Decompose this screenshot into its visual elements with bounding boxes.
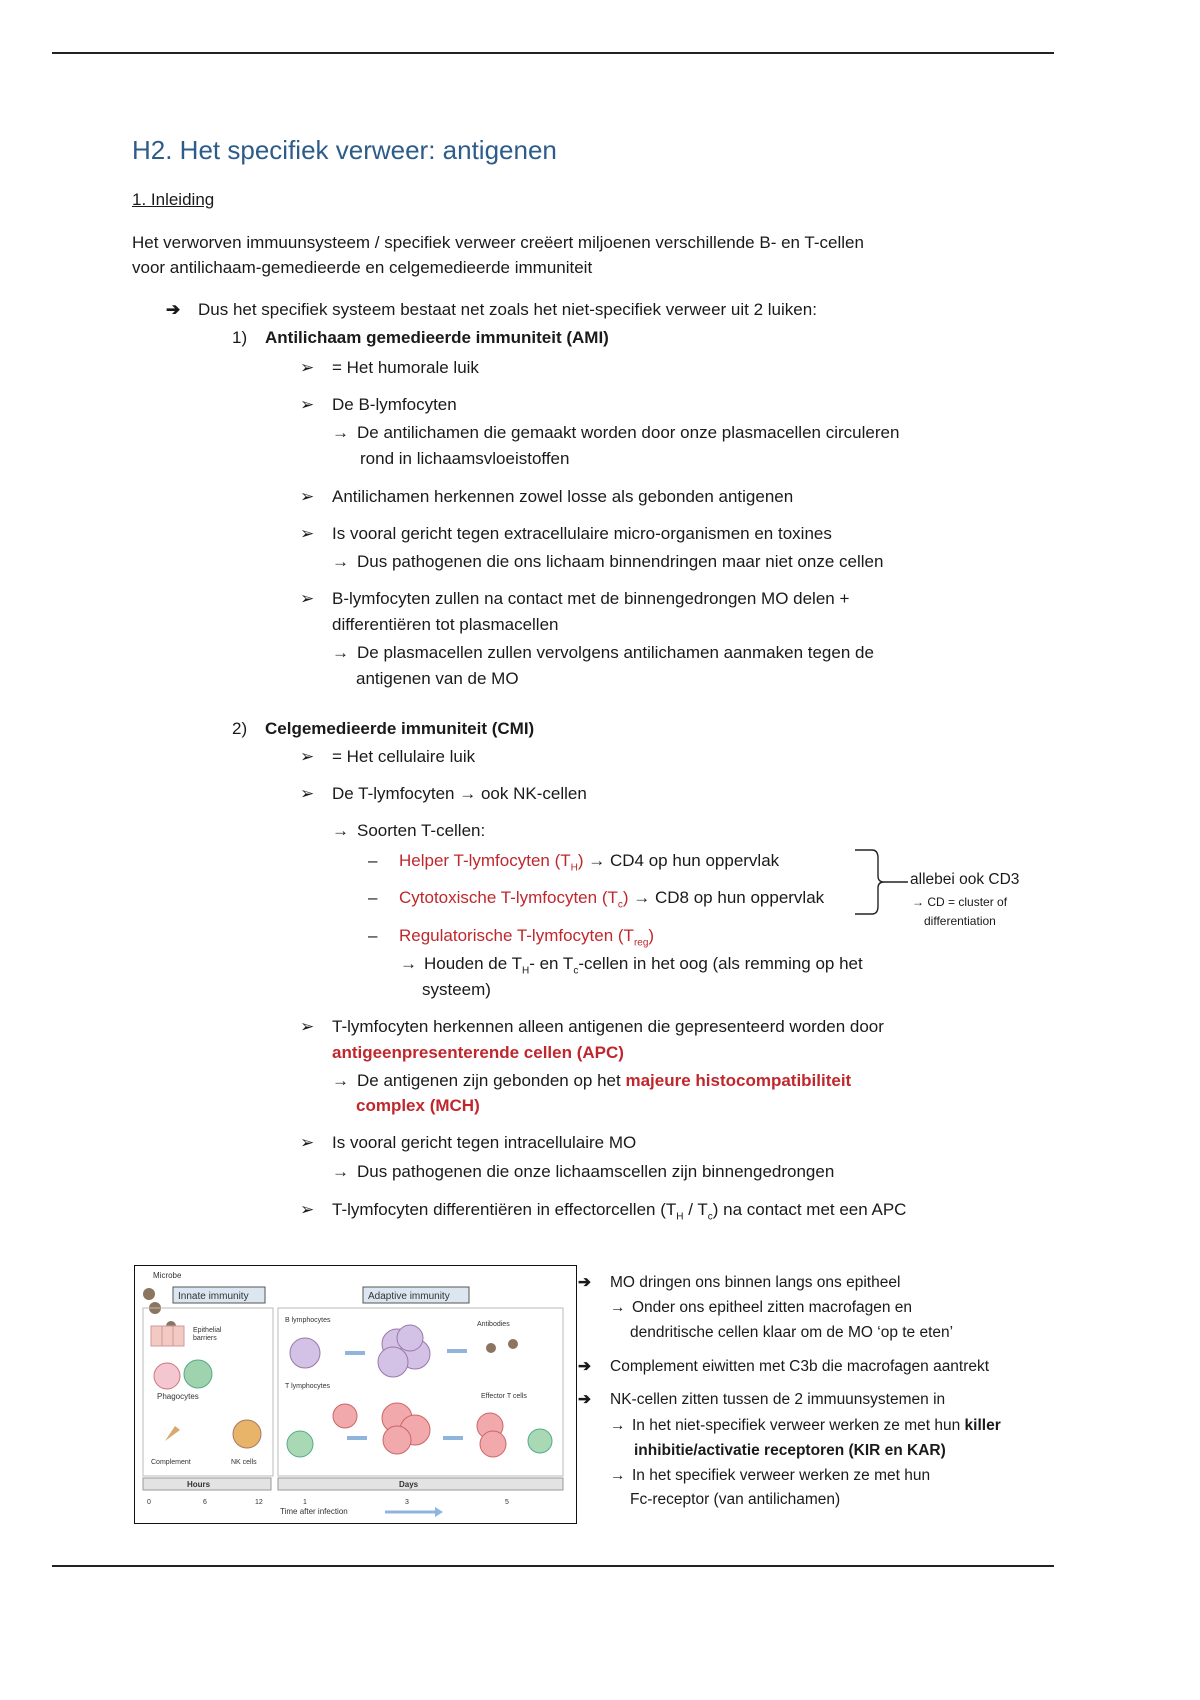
- arrow-icon: →: [332, 423, 349, 442]
- arrow-icon: →: [332, 552, 349, 571]
- brace-icon: [850, 848, 910, 916]
- dash-icon: –: [368, 926, 378, 945]
- list-item: Is vooral gericht tegen extracellulaire micro-organismen en toxines: [332, 524, 832, 543]
- list-item: De antilichamen die gemaakt worden door onze plasmacellen circuleren: [357, 423, 900, 442]
- fig-label: Time after infection: [280, 1507, 348, 1516]
- list-item: [332, 1199, 906, 1228]
- list-item: antigenen van de MO: [356, 669, 519, 688]
- list-item: B-lymfocyten zullen na contact met de binnengedrongen MO delen +: [332, 589, 850, 608]
- fig-label: Microbe: [153, 1271, 182, 1280]
- cmi-heading: Celgemedieerde immuniteit (CMI): [265, 719, 535, 738]
- list-item: = Het cellulaire luik: [332, 747, 476, 766]
- arrow-icon: →: [588, 851, 606, 870]
- intro-line: voor antilichaam-gemedieerde en celgemedieerde immuniteit: [132, 258, 593, 277]
- list-item: De T-lymfocyten → ook NK-cellen: [332, 784, 587, 803]
- tick-label: 0: [147, 1499, 151, 1506]
- list-item: Dus pathogenen die onze lichaamscellen zijn binnengedrongen: [357, 1162, 835, 1181]
- bullet-icon: ➢: [300, 589, 315, 608]
- bullet-icon: ➢: [300, 784, 315, 803]
- list-item: [357, 1070, 851, 1092]
- list-number: 2): [232, 719, 248, 738]
- helper-t-desc: CD4 op hun oppervlak: [610, 851, 780, 870]
- list-item: systeem): [422, 980, 491, 999]
- adaptive-label: Adaptive immunity: [368, 1291, 450, 1302]
- bullet-icon: ➢: [300, 487, 315, 506]
- list-item: [424, 953, 863, 982]
- arrow-icon: ➔: [578, 1358, 591, 1375]
- text: / T: [683, 1200, 708, 1219]
- text: -cellen in het oog (als remming op het: [578, 954, 863, 973]
- helper-t-label: Helper T-lymfocyten (T: [399, 851, 571, 870]
- arrow-icon: →: [332, 643, 349, 662]
- dash-icon: –: [368, 851, 378, 870]
- arrow-icon: ➔: [578, 1391, 591, 1408]
- bullet-icon: ➢: [300, 524, 315, 543]
- dash-icon: –: [368, 888, 378, 907]
- ami-heading: Antilichaam gemedieerde immuniteit (AMI): [265, 328, 609, 347]
- text: Houden de T: [424, 954, 522, 973]
- text: majeure histocompatibiliteit: [625, 1071, 852, 1090]
- arrow-icon: →: [610, 1417, 626, 1434]
- tick-label: 1: [303, 1499, 307, 1506]
- text: De antigenen zijn gebonden op het: [357, 1071, 626, 1090]
- tick-label: 5: [505, 1499, 509, 1506]
- fig-label: Effector T cells: [481, 1393, 527, 1400]
- side-note: Complement eiwitten met C3b die macrofagen aantrekt: [610, 1358, 990, 1375]
- cd-note: differentiation: [924, 914, 996, 928]
- intro-line: Het verworven immuunsysteem / specifiek verweer creëert miljoenen verschillende B- en T-cellen: [132, 233, 864, 252]
- innate-label: Innate immunity: [178, 1291, 249, 1302]
- section-heading: 1. Inleiding: [132, 190, 215, 209]
- arrow-icon: →: [332, 1162, 349, 1181]
- regulatory-t-label: Regulatorische T-lymfocyten (T: [399, 926, 634, 945]
- text: - en T: [529, 954, 574, 973]
- subscript: c: [707, 1211, 713, 1223]
- arrow-icon: →: [332, 821, 349, 840]
- text: T-lymfocyten differentiëren in effectorcellen (T: [332, 1200, 677, 1219]
- subscript: reg: [633, 937, 649, 949]
- subscript: H: [521, 965, 530, 977]
- bullet-icon: ➢: [300, 747, 315, 766]
- immunity-figure: [134, 1265, 577, 1524]
- cytotoxic-t-item: Cytotoxische T-lymfocyten $(T_c) \to CD8$ op hun oppervlak: [399, 888, 825, 911]
- helper-t-item: Helper T-lymfocyten $(T_H) \to CD4$ op hun oppervlak: [399, 851, 780, 874]
- side-note: NK-cellen zitten tussen de 2 immuunsystemen in: [610, 1391, 946, 1408]
- bullet-icon: ➢: [300, 358, 315, 377]
- fig-label: NK cells: [231, 1459, 257, 1466]
- list-item: Is vooral gericht tegen intracellulaire MO: [332, 1133, 637, 1152]
- text: CD = cluster of: [927, 895, 1008, 909]
- fig-label: Hours: [187, 1480, 211, 1489]
- list-item: rond in lichaamsvloeistoffen: [360, 449, 570, 468]
- fig-label: Phagocytes: [157, 1392, 199, 1401]
- subscript: H: [570, 862, 578, 874]
- bullet-icon: ➢: [300, 395, 315, 414]
- list-item: Soorten T-cellen:: [357, 821, 486, 840]
- list-item: differentiëren tot plasmacellen: [332, 615, 559, 634]
- arrow-icon: →: [332, 1071, 349, 1090]
- arrow-icon: →: [610, 1299, 626, 1316]
- arrow-icon: ➔: [578, 1274, 591, 1291]
- arrow-icon: ➔: [166, 300, 181, 319]
- cd-note: [912, 895, 1007, 909]
- list-item: antigeenpresenterende cellen (APC): [332, 1043, 624, 1062]
- arrow-icon: →: [912, 895, 924, 909]
- fig-label: B lymphocytes: [285, 1317, 331, 1324]
- side-note: dendritische cellen klaar om de MO ‘op te eten’: [630, 1324, 954, 1341]
- tick-label: 3: [405, 1499, 409, 1506]
- header-rule: [52, 52, 1054, 54]
- list-number: 1): [232, 328, 248, 347]
- cytotoxic-t-desc: CD8 op hun oppervlak: [655, 888, 825, 907]
- side-note: In het specifiek verweer werken ze met hun: [632, 1467, 931, 1484]
- side-note: Fc-receptor (van antilichamen): [630, 1491, 841, 1508]
- list-item: complex (MCH): [356, 1096, 480, 1115]
- cd3-note: allebei ook CD3: [910, 871, 1020, 888]
- side-note: inhibitie/activatie receptoren (KIR en KAR): [634, 1442, 946, 1459]
- text: killer: [964, 1417, 1001, 1434]
- list-item: De plasmacellen zullen vervolgens antilichamen aanmaken tegen de: [357, 643, 874, 662]
- list-item: De B-lymfocyten: [332, 395, 457, 414]
- fig-label: Complement: [151, 1459, 191, 1466]
- subscript: c: [573, 965, 579, 977]
- fig-label: T lymphocytes: [285, 1383, 330, 1390]
- fig-label: barriers: [193, 1335, 217, 1342]
- microbe-icon: [143, 1288, 176, 1331]
- list-item: T-lymfocyten herkennen alleen antigenen die gepresenteerd worden door: [332, 1017, 884, 1036]
- arrow-icon: →: [610, 1467, 626, 1484]
- footer-rule: [52, 1565, 1054, 1567]
- subscript: c: [617, 899, 623, 911]
- text: ) na contact met een APC: [712, 1200, 907, 1219]
- side-note: Onder ons epitheel zitten macrofagen en: [632, 1299, 913, 1316]
- cytotoxic-t-label: Cytotoxische T-lymfocyten (T: [399, 888, 618, 907]
- fig-label: Epithelial: [193, 1327, 222, 1334]
- side-note: MO dringen ons binnen langs ons epitheel: [610, 1274, 901, 1291]
- list-item: = Het humorale luik: [332, 358, 479, 377]
- fig-label: Days: [399, 1480, 419, 1489]
- arrow-icon: →: [400, 954, 417, 973]
- list-item: Antilichamen herkennen zowel losse als gebonden antigenen: [332, 487, 794, 506]
- fig-label: Antibodies: [477, 1321, 510, 1328]
- bullet-icon: ➢: [300, 1133, 315, 1152]
- text: In het niet-specifiek verweer werken ze met hun: [632, 1417, 965, 1434]
- subscript: H: [676, 1211, 684, 1223]
- page-title: H2. Het specifiek verweer: antigenen: [132, 135, 557, 165]
- arrow-icon: →: [633, 888, 651, 907]
- bullet-icon: ➢: [300, 1017, 315, 1036]
- lead-text: Dus het specifiek systeem bestaat net zoals het niet-specifiek verweer uit 2 luiken:: [198, 300, 817, 319]
- list-item: Dus pathogenen die ons lichaam binnendringen maar niet onze cellen: [357, 552, 884, 571]
- side-note: [632, 1415, 1001, 1437]
- tick-label: 12: [255, 1499, 263, 1506]
- bullet-icon: ➢: [300, 1200, 315, 1219]
- regulatory-t-item: Regulatorische T-lymfocyten $(T_{reg})$: [399, 926, 655, 949]
- tick-label: 6: [203, 1499, 207, 1506]
